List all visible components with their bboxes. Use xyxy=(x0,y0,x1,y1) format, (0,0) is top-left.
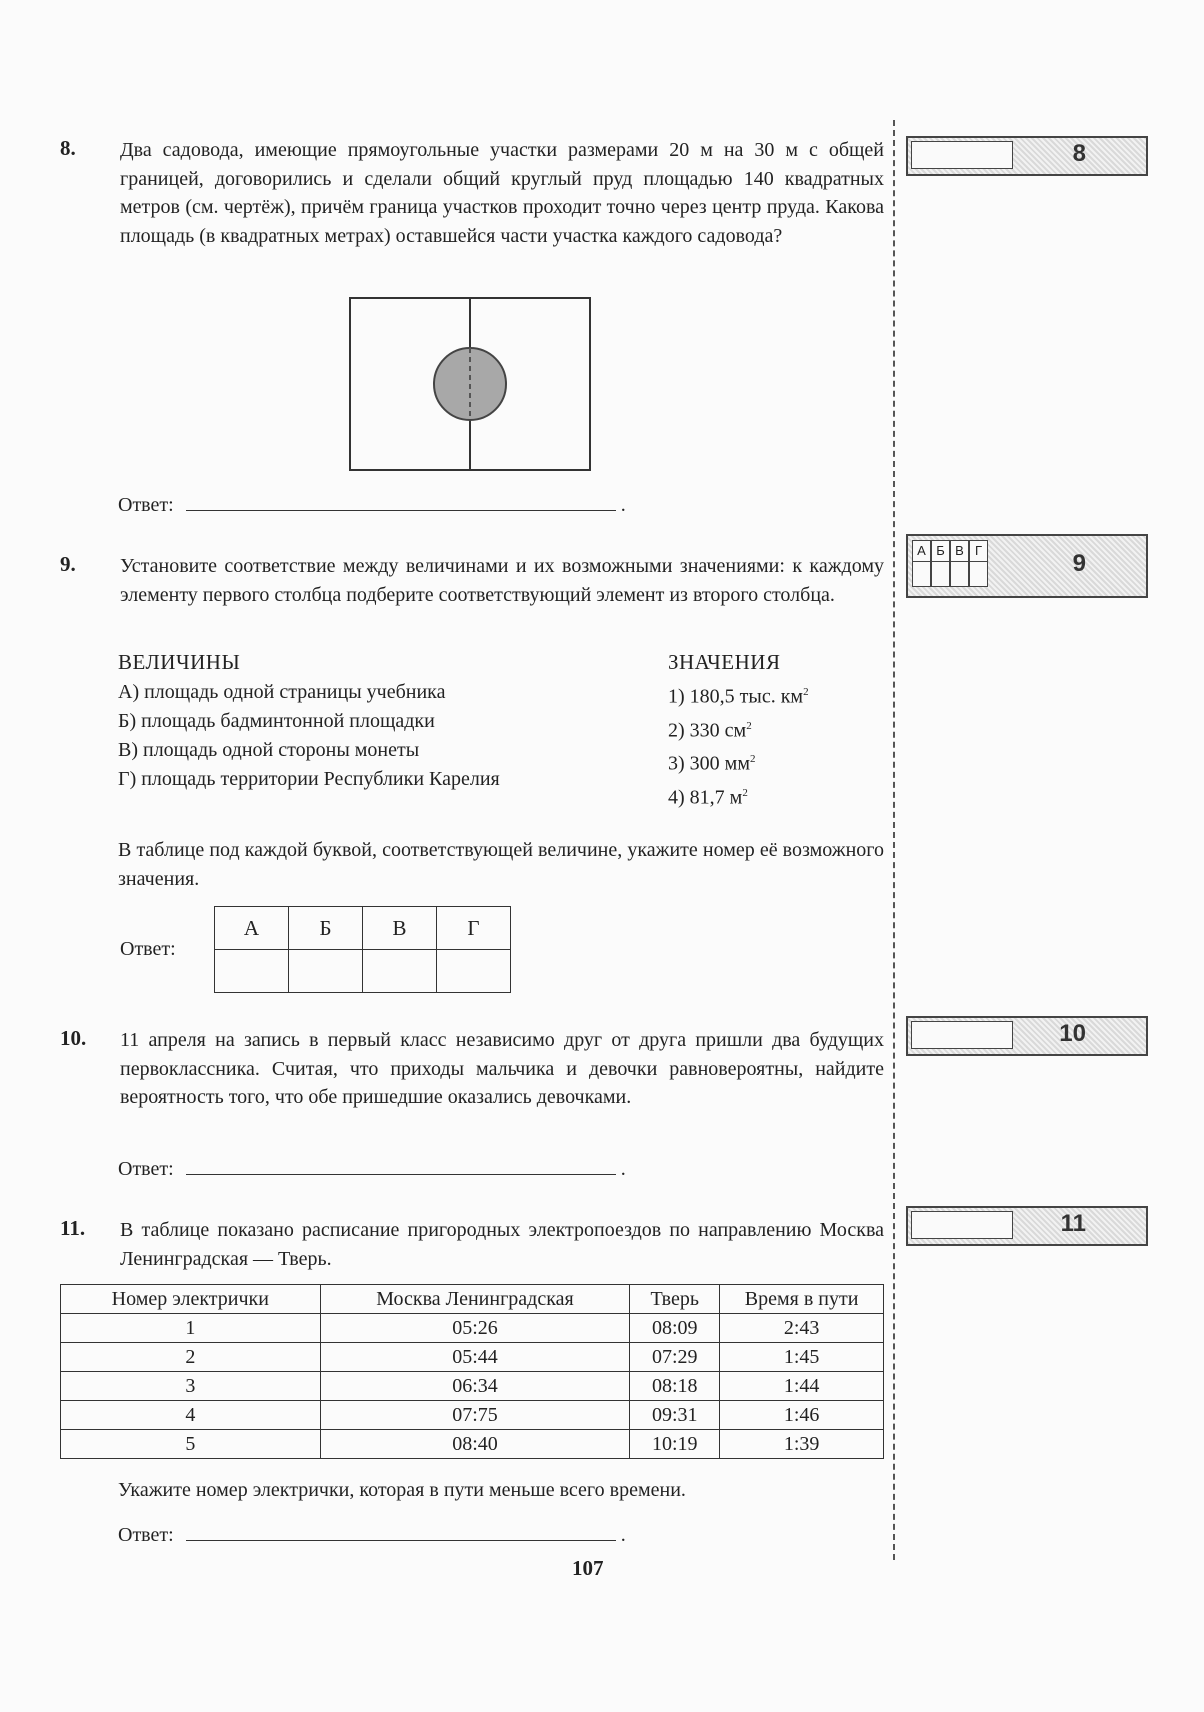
q11-answer-label: Ответ: xyxy=(118,1524,174,1546)
q10-side-number: 10 xyxy=(1059,1020,1086,1047)
q9-left-header: ВЕЛИЧИНЫ xyxy=(118,650,241,674)
q9-right-list xyxy=(668,678,888,813)
q8-answer-label: Ответ: xyxy=(118,494,174,516)
table-row xyxy=(61,1430,884,1459)
q11-text: В таблице показано расписание пригородных электропоездов по направлению Москва Ленинградская — Тверь. xyxy=(120,1219,884,1270)
q9-text: Установите соответствие между величинами и их возможными значениями: к каждому элементу первого столбца подберите соответствующий элемент из второго столбца. xyxy=(120,555,884,606)
q9-letter-cell: Г xyxy=(437,907,511,950)
q10-answer-label: Ответ: xyxy=(118,1158,174,1180)
table-header-cell: Номер электрички xyxy=(61,1285,321,1314)
q9-answer-cell[interactable] xyxy=(437,950,511,993)
q8-number: 8. xyxy=(60,136,76,160)
q10-answer-field[interactable] xyxy=(186,1156,616,1175)
q8-text: Два садовода, имеющие прямоугольные участки размерами 20 м на 30 м с общей границей, договорились и сделали общий круглый пруд площадью 140 квадратных метров (см. чертёж), причём граница участков проходит точно через центр пруда. Какова площадь (в квадратных метрах) оставшейся части участка каждого садовода? xyxy=(120,139,884,247)
q9-side-number: 9 xyxy=(1072,550,1086,577)
table-cell: 3 xyxy=(61,1372,321,1401)
q8-answer-field[interactable] xyxy=(186,492,616,511)
q9-letter-cell: А xyxy=(215,907,289,950)
table-header-cell: Тверь xyxy=(630,1285,720,1314)
q11-schedule-table xyxy=(60,1284,884,1459)
cut-line xyxy=(893,120,895,1560)
q9-answer-cell[interactable] xyxy=(363,950,437,993)
table-cell: 07:29 xyxy=(630,1343,720,1372)
table-cell: 05:26 xyxy=(320,1314,630,1343)
table-header-cell: Москва Ленинградская xyxy=(320,1285,630,1314)
table-cell: 1:44 xyxy=(720,1372,884,1401)
q8-drawing xyxy=(348,296,594,474)
q9-right-header: ЗНАЧЕНИЯ xyxy=(668,650,781,674)
q9-side-cells[interactable] xyxy=(912,562,988,587)
q9-answer-table xyxy=(214,906,511,993)
q9-number: 9. xyxy=(60,552,76,576)
q11-question: Укажите номер электрички, которая в пути меньше всего времени. xyxy=(118,1479,686,1501)
q11-side-number: 11 xyxy=(1060,1210,1086,1237)
q9-left-item: А) площадь одной страницы учебника xyxy=(118,681,446,703)
table-cell: 05:44 xyxy=(320,1343,630,1372)
q9-left-list xyxy=(118,678,618,794)
q11-side-field[interactable] xyxy=(911,1211,1013,1239)
q9-instruction: В таблице под каждой буквой, соответствующей величине, укажите номер её возможного значения. xyxy=(118,839,884,890)
table-cell: 2:43 xyxy=(720,1314,884,1343)
q10-text: 11 апреля на запись в первый класс независимо друг от друга пришли два будущих первоклассника. Считая, что приходы мальчика и девочки равновероятны, найдите вероятность того, что обе пришедшие оказались девочками. xyxy=(120,1029,884,1108)
table-row xyxy=(61,1372,884,1401)
q9-right-item: 1) 180,5 тыс. $км^2$ xyxy=(668,685,809,708)
table-header-cell: Время в пути xyxy=(720,1285,884,1314)
table-cell: 1 xyxy=(61,1314,321,1343)
q9-answer-cell[interactable] xyxy=(215,950,289,993)
table-cell: 1:45 xyxy=(720,1343,884,1372)
q8-answer-row: Ответ: . xyxy=(118,494,626,516)
table-cell: 10:19 xyxy=(630,1430,720,1459)
table-cell: 4 xyxy=(61,1401,321,1430)
q10-side-field[interactable] xyxy=(911,1021,1013,1049)
q8-side-answer-box xyxy=(906,136,1148,176)
q9-left-item: Б) площадь бадминтонной площадки xyxy=(118,710,435,732)
table-row xyxy=(61,1314,884,1343)
table-cell: 08:40 xyxy=(320,1430,630,1459)
q11-answer-row: Ответ: . xyxy=(118,1524,626,1546)
q11-number: 11. xyxy=(60,1216,86,1240)
q9-left-item: В) площадь одной стороны монеты xyxy=(118,739,420,761)
q9-right-item: 4) 81,7 $м^2$ xyxy=(668,786,748,809)
q9-letter-cell: Б xyxy=(289,907,363,950)
q8-side-number: 8 xyxy=(1072,140,1086,167)
table-cell: 5 xyxy=(61,1430,321,1459)
table-cell: 1:39 xyxy=(720,1430,884,1459)
table-cell: 2 xyxy=(61,1343,321,1372)
q9-answer-label: Ответ: xyxy=(120,938,176,960)
q9-letter-cell: В xyxy=(363,907,437,950)
q10-side-answer-box xyxy=(906,1016,1148,1056)
table-row xyxy=(61,1401,884,1430)
q11-side-answer-box xyxy=(906,1206,1148,1246)
q9-left-item: Г) площадь территории Республики Карелия xyxy=(118,768,500,790)
table-cell: 08:09 xyxy=(630,1314,720,1343)
table-row xyxy=(61,1343,884,1372)
table-cell: 07:75 xyxy=(320,1401,630,1430)
table-cell: 06:34 xyxy=(320,1372,630,1401)
page-number: 107 xyxy=(572,1556,604,1580)
q10-answer-row: Ответ: . xyxy=(118,1158,626,1180)
q9-side-letters: А Б В Г xyxy=(912,540,988,562)
table-cell: 1:46 xyxy=(720,1401,884,1430)
q9-side-answer-box xyxy=(906,534,1148,598)
table-cell: 08:18 xyxy=(630,1372,720,1401)
q9-right-item: 3) 300 $мм^2$ xyxy=(668,752,756,775)
table-cell: 09:31 xyxy=(630,1401,720,1430)
q9-answer-cell[interactable] xyxy=(289,950,363,993)
q8-side-field[interactable] xyxy=(911,141,1013,169)
table-header-row xyxy=(61,1285,884,1314)
q10-number: 10. xyxy=(60,1026,87,1050)
q9-right-item: 2) 330 $см^2$ xyxy=(668,719,752,742)
q11-answer-field[interactable] xyxy=(186,1522,616,1541)
